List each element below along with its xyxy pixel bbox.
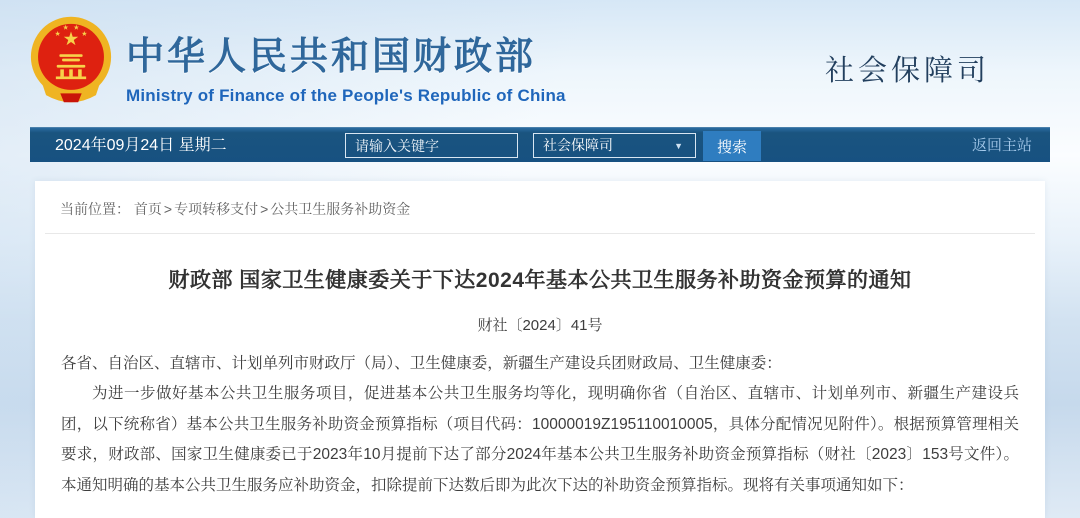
breadcrumb-divider xyxy=(45,233,1035,234)
site-header xyxy=(0,0,1080,127)
article-paragraph: 为进一步做好基本公共卫生服务项目，促进基本公共卫生服务均等化，现明确你省（自治区、直辖市、计划单列市、新疆生产建设兵团，以下统称省）基本公共卫生服务补助资金预算指标（项目代码：10000019Z195110010005，具体分配情况见附件）。根据预算管理相关要求，财政部、国家卫生健康委已于2023年10月提前下达了部分2024年基本公共卫生服务补助资金预算指标（财社〔2023〕153号文件）。本通知明确的基本公共卫生服务应补助资金，扣除提前下达数后即为此次下达的补助资金预算指标。现将有关事项通知如下： xyxy=(61,385,1019,494)
breadcrumb-item-transfer-payment[interactable]: 专项转移支付 xyxy=(174,201,259,217)
breadcrumb-separator: > xyxy=(163,201,173,217)
site-title-cn: 中华人民共和国财政部 xyxy=(126,36,537,78)
breadcrumb xyxy=(35,181,1045,233)
site-title-en: Ministry of Finance of the People's Republic of China xyxy=(126,86,566,105)
search-scope-select[interactable] xyxy=(533,133,696,158)
site-brand[interactable] xyxy=(126,25,566,106)
breadcrumb-separator: > xyxy=(260,201,269,217)
department-title: 社会保障司 xyxy=(824,55,990,87)
content-panel xyxy=(35,181,1045,518)
back-to-main-site-link[interactable]: 返回主站 xyxy=(971,137,1032,154)
search-scope-value: 社会保障司 xyxy=(543,137,613,153)
breadcrumb-label: 当前位置： xyxy=(60,201,130,217)
national-emblem-icon xyxy=(26,15,116,113)
article-title: 财政部 国家卫生健康委关于下达2024年基本公共卫生服务补助资金预算的通知 xyxy=(168,269,912,292)
top-navbar xyxy=(30,127,1050,162)
breadcrumb-item-home[interactable]: 首页 xyxy=(133,201,162,217)
chevron-down-icon: ▼ xyxy=(674,141,683,151)
breadcrumb-item-public-health-subsidy[interactable]: 公共卫生服务补助资金 xyxy=(270,201,411,217)
document-number: 财社〔2024〕41号 xyxy=(477,317,603,334)
search-input[interactable] xyxy=(345,133,518,158)
article-salutation: 各省、自治区、直辖市、计划单列市财政厅（局）、卫生健康委，新疆生产建设兵团财政局、卫生健康委： xyxy=(61,355,782,372)
current-date: 2024年09月24日 星期二 xyxy=(55,137,227,154)
search-button[interactable]: 搜索 xyxy=(703,131,761,161)
